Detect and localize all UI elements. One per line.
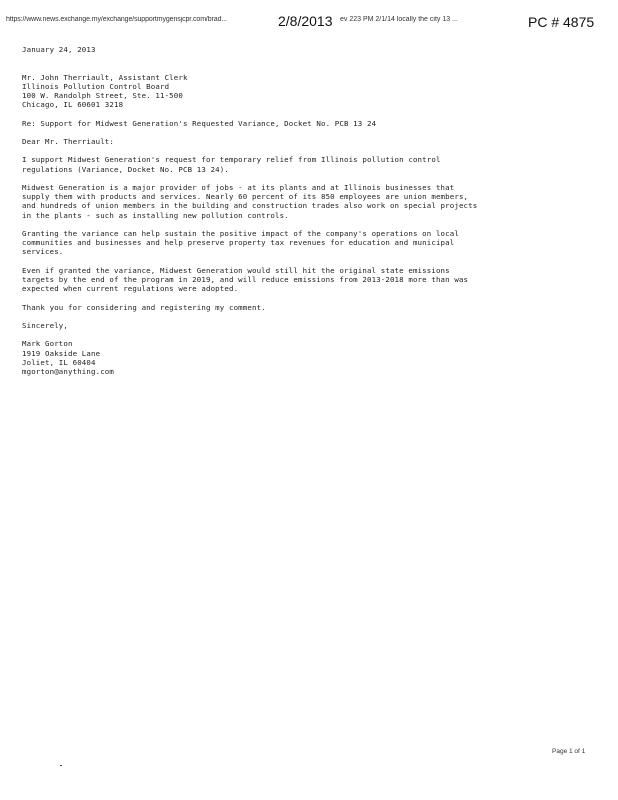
paragraph-line: I support Midwest Generation's request for temporary relief from Illinois pollution control: [22, 155, 441, 165]
paragraph: [22, 303, 582, 312]
paragraph-line: services.: [22, 247, 64, 257]
signature-block: [22, 339, 582, 376]
paragraph-line: regulations (Variance, Docket No. PCB 13 24).: [22, 164, 229, 174]
paragraph-line: Midwest Generation is a major provider of jobs - at its plants and at Illinois businesses that: [22, 182, 455, 192]
paragraph-line: Granting the variance can help sustain the positive impact of the company's operations on local: [22, 228, 459, 238]
paragraph-line: in the plants - such as installing new pollution controls.: [22, 210, 289, 220]
scan-speck: [60, 765, 62, 766]
recipient-line: Chicago, IL 60601 3218: [22, 100, 124, 110]
paragraph: [22, 229, 582, 257]
recipient-block: [22, 73, 582, 110]
closing: Sincerely,: [22, 320, 68, 330]
signature-address: 1919 Oakside Lane: [22, 348, 101, 358]
signature-email: mgorton@anything.com: [22, 366, 114, 376]
paragraph-line: targets by the end of the program in 2019, and will reduce emissions from 2013-2018 more than was: [22, 274, 469, 284]
recipient-line: Mr. John Therriault, Assistant Clerk: [22, 72, 188, 82]
signature-city: Joliet, IL 60404: [22, 357, 96, 367]
paragraph: [22, 155, 582, 173]
letter-body: [22, 45, 582, 376]
paragraph-line: Even if granted the variance, Midwest Generation would still hit the original state emissions: [22, 265, 450, 275]
paragraph-line: communities and businesses and help preserve property tax revenues for education and municipal: [22, 238, 455, 248]
signature-name: Mark Gorton: [22, 339, 73, 349]
paragraph-line: supply them with products and services. Nearly 60 percent of its 850 employees are union members,: [22, 192, 469, 202]
recipient-line: 100 W. Randolph Street, Ste. 11-500: [22, 90, 183, 100]
public-comment-number: PC # 4875: [528, 14, 595, 30]
recipient-line: Illinois Pollution Control Board: [22, 81, 170, 91]
paragraph-line: Thank you for considering and registering my comment.: [22, 302, 266, 312]
page-number: Page 1 of 1: [552, 748, 586, 755]
paragraph: [22, 266, 582, 294]
subject-line: Re: Support for Midwest Generation's Requested Variance, Docket No. PCB 13 24: [22, 118, 377, 128]
header-fax-info: ev 223 PM 2/1/14 locally the city 13 ...: [340, 16, 458, 23]
paragraph-line: and hundreds of union members in the building and construction trades also work on special projects: [22, 201, 478, 211]
header-date: 2/8/2013: [278, 13, 333, 29]
paragraph-line: expected when current regulations were adopted.: [22, 284, 239, 294]
letter-date: January 24, 2013: [22, 45, 96, 54]
paragraph: [22, 183, 582, 220]
salutation: Dear Mr. Therriault:: [22, 136, 114, 146]
header-url: https://www.news.exchange.my/exchange/supportmygensjcpr.com/brad...: [6, 16, 227, 23]
